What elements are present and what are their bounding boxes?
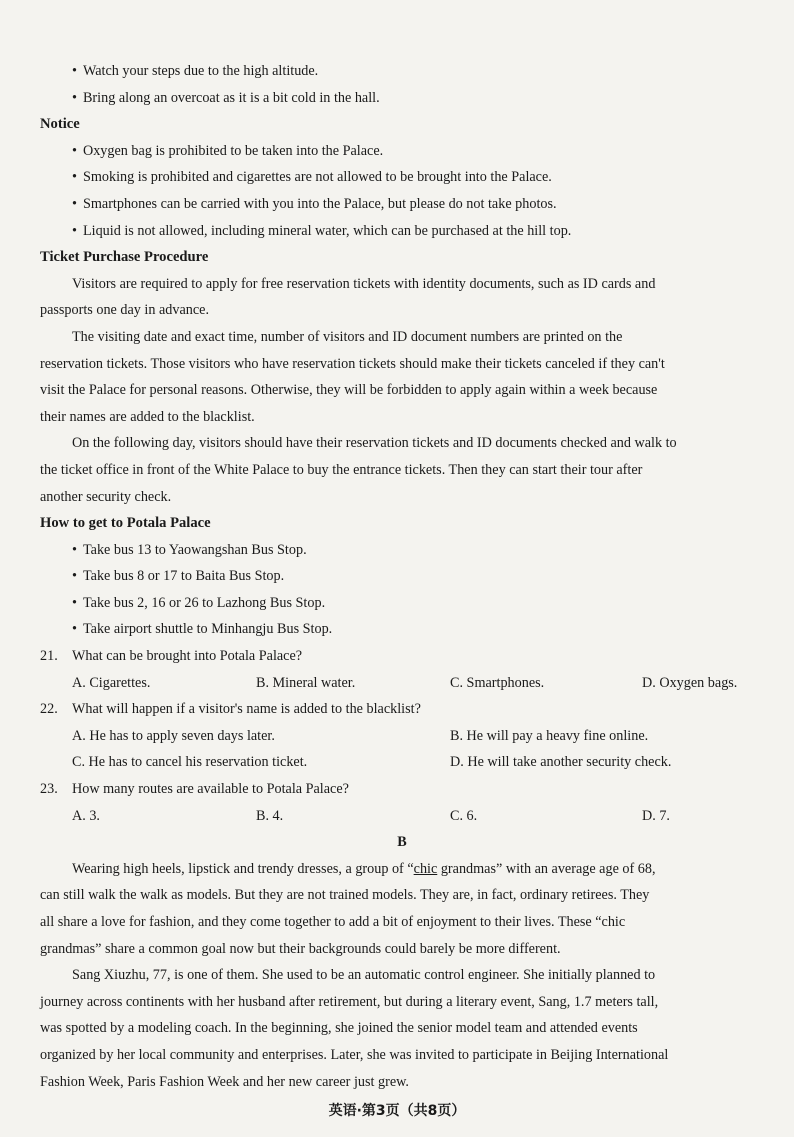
question-number: 22. [40, 701, 58, 718]
question-21-options [40, 670, 764, 697]
option-b: B. He will pay a heavy fine online. [450, 727, 649, 744]
question-23-options [40, 803, 764, 830]
section-b-label: B [397, 834, 407, 851]
route-item: • Take bus 2, 16 or 26 to Lazhong Bus Stop. [40, 590, 764, 617]
option-b: B. 4. [256, 807, 284, 824]
passage-b-line: grandmas” share a common goal now but their backgrounds could barely be more different. [40, 940, 561, 957]
ticket-paragraph-line: another security check. [40, 488, 172, 505]
question-text: What will happen if a visitor's name is added to the blacklist? [72, 701, 421, 718]
question-22-options-row2 [40, 749, 764, 776]
question-text: How many routes are available to Potala Palace? [72, 781, 349, 798]
passage-b-line: can still walk the walk as models. But they are not trained models. They are, in fact, ordinary retirees. They [40, 887, 650, 904]
route-item: • Take bus 8 or 17 to Baita Bus Stop. [40, 563, 764, 590]
question-22-options-row1 [40, 723, 764, 750]
notice-item: • Smoking is prohibited and cigarettes are not allowed to be brought into the Palace. [40, 164, 764, 191]
option-d: D. He will take another security check. [450, 754, 672, 771]
passage-b-line [40, 856, 764, 883]
ticket-paragraph-line: On the following day, visitors should have their reservation tickets and ID documents checked and walk to [72, 435, 677, 452]
ticket-paragraph-line: The visiting date and exact time, number of visitors and ID document numbers are printed on the [72, 328, 623, 345]
passage-text: Wearing high heels, lipstick and trendy dresses, a group of “ [72, 860, 414, 877]
route-item: • Take airport shuttle to Minhangju Bus Stop. [40, 616, 764, 643]
ticket-paragraph-line: reservation tickets. Those visitors who have reservation tickets should make their tickets canceled if they can't [40, 355, 665, 372]
option-b: B. Mineral water. [256, 674, 356, 691]
passage-b-line: journey across continents with her husband after retirement, but during a literary event, Sang, 1.7 meters tall, [40, 993, 659, 1010]
bullet-item: • Bring along an overcoat as it is a bit cold in the hall. [40, 85, 764, 112]
question-number: 23. [40, 781, 58, 798]
option-a: A. Cigarettes. [72, 674, 151, 691]
option-c: C. He has to cancel his reservation ticket. [72, 754, 308, 771]
notice-heading: Notice [40, 116, 80, 133]
option-a: A. He has to apply seven days later. [72, 727, 275, 744]
question-text: What can be brought into Potala Palace? [72, 648, 303, 665]
ticket-paragraph-line: visit the Palace for personal reasons. Otherwise, they will be forbidden to apply again within a week because [40, 382, 658, 399]
option-d: D. 7. [642, 807, 670, 824]
option-d: D. Oxygen bags. [642, 674, 738, 691]
page-content [40, 58, 764, 1095]
question-23 [40, 776, 764, 803]
ticket-paragraph-line: Visitors are required to apply for free reservation tickets with identity documents, such as ID cards and [72, 275, 656, 292]
passage-b-line: Sang Xiuzhu, 77, is one of them. She used to be an automatic control engineer. She initially planned to [72, 967, 656, 984]
passage-b-line: Fashion Week, Paris Fashion Week and her new career just grew. [40, 1073, 409, 1090]
ticket-paragraph-line: their names are added to the blacklist. [40, 408, 255, 425]
passage-b-line: all share a love for fashion, and they come together to add a bit of enjoyment to their lives. These “chic [40, 914, 626, 930]
option-c: C. 6. [450, 807, 478, 824]
ticket-paragraph-line: the ticket office in front of the White Palace to buy the entrance tickets. Then they can start their tour after [40, 461, 643, 478]
notice-item: • Liquid is not allowed, including mineral water, which can be purchased at the hill top. [40, 218, 764, 245]
passage-text: grandmas” with an average age of 68, [437, 860, 656, 877]
route-item: • Take bus 13 to Yaowangshan Bus Stop. [40, 537, 764, 564]
question-22 [40, 696, 764, 723]
ticket-paragraph-line: passports one day in advance. [40, 302, 210, 319]
howto-heading: How to get to Potala Palace [40, 515, 211, 532]
passage-b-line: organized by her local community and enterprises. Later, she was invited to participate in Beijing International [40, 1046, 669, 1063]
page-footer: 英语·第3页（共8页） [328, 1103, 466, 1119]
passage-b-line: was spotted by a modeling coach. In the beginning, she joined the senior model team and attended events [40, 1020, 638, 1037]
option-c: C. Smartphones. [450, 674, 545, 691]
question-number: 21. [40, 648, 58, 665]
notice-item: • Smartphones can be carried with you into the Palace, but please do not take photos. [40, 191, 764, 218]
notice-item: • Oxygen bag is prohibited to be taken into the Palace. [40, 138, 764, 165]
underlined-word: chic [413, 860, 438, 877]
option-a: A. 3. [72, 807, 100, 824]
ticket-heading: Ticket Purchase Procedure [40, 249, 209, 266]
bullet-item: • Watch your steps due to the high altitude. [40, 58, 764, 85]
question-21 [40, 643, 764, 670]
